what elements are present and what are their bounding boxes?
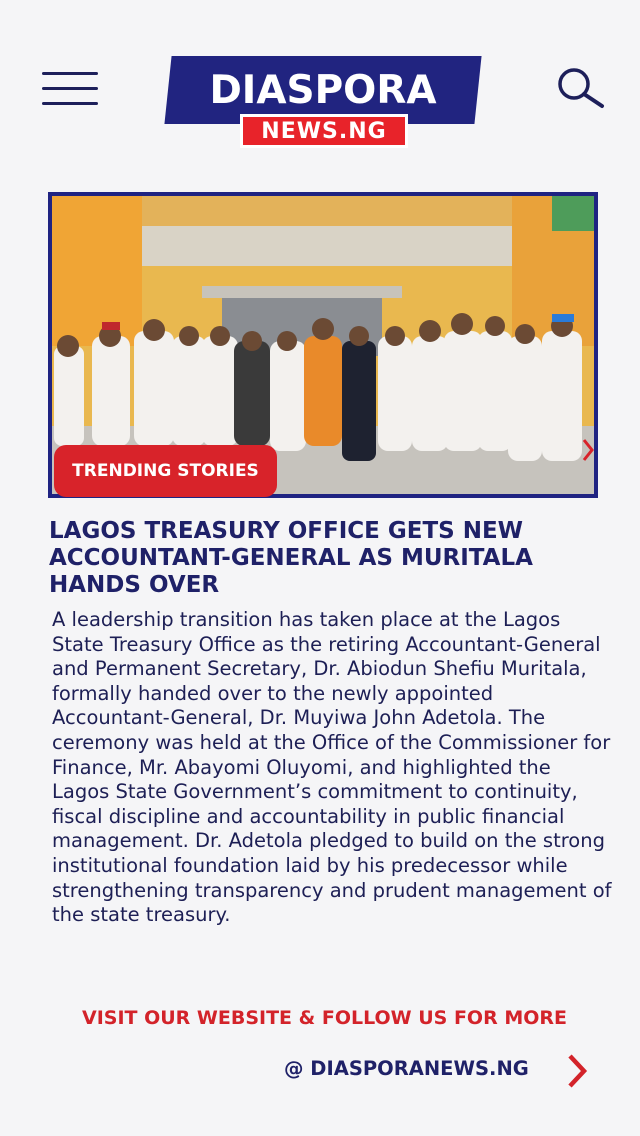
search-icon[interactable] <box>554 66 606 110</box>
hamburger-menu-icon[interactable] <box>42 72 98 106</box>
chevron-right-icon[interactable] <box>578 436 598 464</box>
site-logo[interactable] <box>168 56 480 152</box>
chevron-right-icon[interactable] <box>564 1052 590 1090</box>
logo-primary-text: DIASPORA <box>209 67 437 113</box>
website-cta[interactable]: VISIT OUR WEBSITE & FOLLOW US FOR MORE <box>82 1007 568 1029</box>
logo-secondary-text: NEWS.NG <box>240 114 408 148</box>
trending-stories-badge[interactable]: TRENDING STORIES <box>54 445 277 497</box>
social-handle[interactable]: @ DIASPORANEWS.NG <box>284 1057 529 1080</box>
article-headline: LAGOS TREASURY OFFICE GETS NEW ACCOUNTANT-GENERAL AS MURITALA HANDS OVER <box>49 518 533 598</box>
article-body: A leadership transition has taken place at the Lagos State Treasury Office as the retiring Accountant-General and Permanent Secretary, Dr. Abiodun Shefiu Muritala, formally handed over to the newly appointed Accountant-General, Dr. Muyiwa John Adetola. The ceremony was held at the Office of the Commissioner for Finance, Mr. Abayomi Oluyomi, and highlighted the Lagos State Government’s commitment to continuity, fiscal discipline and accountability in public financial management. Dr. Adetola pledged to build on the strong institutional foundation laid by his predecessor while strengthening transparency and prudent management of the state treasury. <box>52 608 612 927</box>
